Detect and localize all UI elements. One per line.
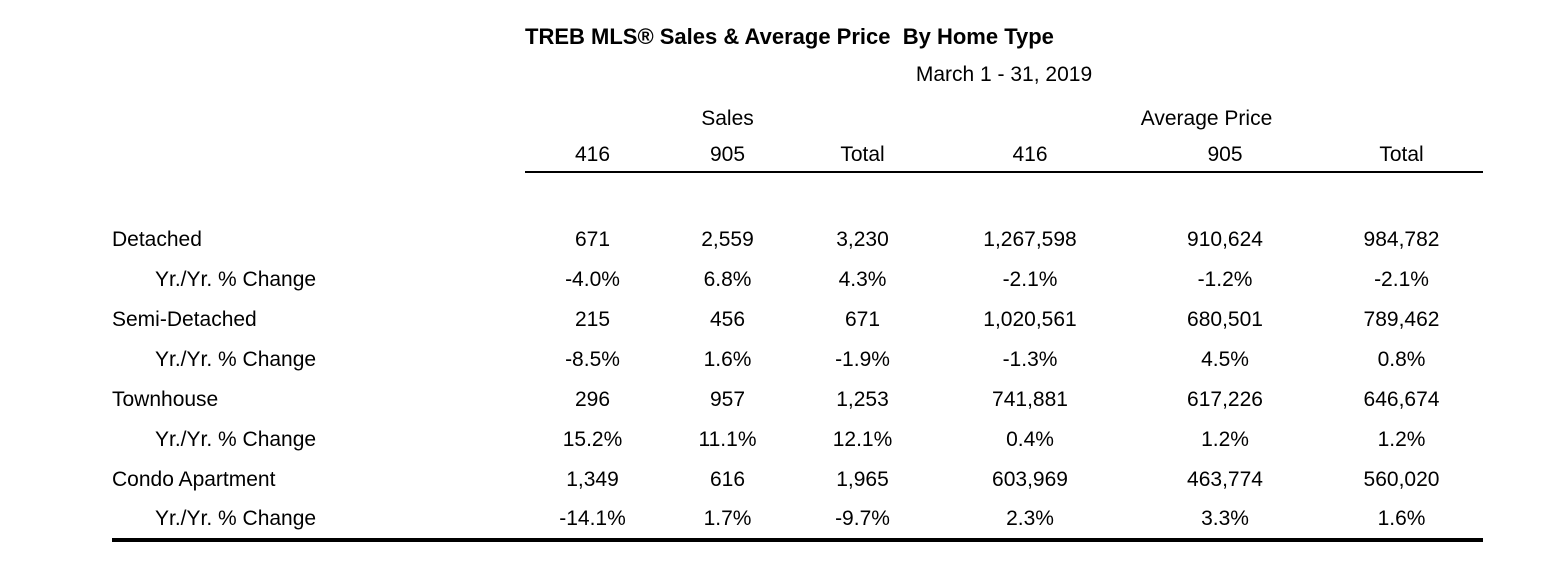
group-header-average-price: Average Price — [1140, 107, 1273, 130]
cell-value: 957 — [709, 388, 746, 411]
cell-value: 603,969 — [992, 468, 1068, 491]
cell-value: 4.3% — [838, 268, 887, 291]
subheader-spacer — [112, 138, 525, 172]
cell-value: 11.1% — [698, 428, 757, 451]
subheader-sales-total: Total — [795, 138, 930, 172]
row-label-yoy-change: Yr./Yr. % Change — [155, 348, 317, 371]
cell-value: 560,020 — [1363, 468, 1440, 491]
cell-value: 12.1% — [832, 428, 893, 451]
group-header-row — [112, 100, 1483, 138]
subheader-sales-416: 416 — [525, 138, 660, 172]
table-row — [112, 260, 1483, 300]
cell-value: 0.8% — [1377, 348, 1426, 371]
cell-value: 671 — [844, 308, 881, 331]
cell-value: -1.9% — [835, 348, 890, 371]
subheader-row — [112, 138, 1483, 172]
page-title: TREB MLS® Sales & Average Price By Home Type — [525, 24, 1054, 49]
cell-value: 0.4% — [1006, 428, 1054, 451]
cell-value: -14.1% — [525, 500, 660, 540]
cell-value: 1,020,561 — [983, 308, 1077, 331]
cell-value: -2.1% — [1002, 268, 1058, 291]
cell-value: -1.3% — [1002, 348, 1058, 371]
row-label-home-type: Semi-Detached — [112, 308, 257, 331]
cell-value: -4.0% — [565, 268, 620, 291]
table-row — [112, 420, 1483, 460]
cell-value: -2.1% — [1374, 268, 1429, 291]
cell-value: 4.5% — [1201, 348, 1249, 371]
cell-value: 984,782 — [1363, 228, 1440, 251]
cell-value: -9.7% — [795, 500, 930, 540]
cell-value: 296 — [574, 388, 611, 411]
cell-value: 215 — [574, 308, 611, 331]
cell-value: 1,267,598 — [983, 228, 1077, 251]
spacer-row — [112, 172, 1483, 220]
cell-value: -1.2% — [1197, 268, 1253, 291]
cell-value: 671 — [574, 228, 611, 251]
table-body — [112, 220, 1483, 540]
group-header-sales: Sales — [701, 107, 754, 130]
cell-value: 3.3% — [1130, 500, 1320, 540]
cell-value: 15.2% — [562, 428, 623, 451]
cell-value: 2.3% — [930, 500, 1130, 540]
cell-value: -8.5% — [565, 348, 620, 371]
subheader-avg-price-416: 416 — [930, 138, 1130, 172]
cell-value: 1.6% — [1320, 500, 1483, 540]
row-label-home-type: Detached — [112, 228, 202, 251]
cell-value: 789,462 — [1363, 308, 1440, 331]
row-label-home-type: Townhouse — [112, 388, 219, 411]
cell-value: 1,349 — [566, 468, 619, 491]
cell-value: 741,881 — [992, 388, 1068, 411]
cell-value: 6.8% — [703, 268, 752, 291]
subheader-avg-price-905: 905 — [1130, 138, 1320, 172]
sales-average-price-table — [112, 100, 1483, 542]
table-row — [112, 220, 1483, 260]
cell-value: 463,774 — [1187, 468, 1263, 491]
cell-value: 1.2% — [1201, 428, 1249, 451]
cell-value: 1.2% — [1377, 428, 1426, 451]
cell-value: 1.7% — [660, 500, 795, 540]
cell-value: 456 — [709, 308, 746, 331]
cell-value: 910,624 — [1187, 228, 1263, 251]
table-row — [112, 500, 1483, 540]
cell-value: 1,965 — [836, 468, 889, 491]
cell-value: 3,230 — [836, 228, 889, 251]
page-subtitle: March 1 - 31, 2019 — [915, 63, 1093, 86]
subheader-avg-price-total: Total — [1320, 138, 1483, 172]
table-row — [112, 380, 1483, 420]
table-row — [112, 340, 1483, 380]
cell-value: 616 — [709, 468, 746, 491]
cell-value: 617,226 — [1187, 388, 1263, 411]
table-row — [112, 460, 1483, 500]
subheader-sales-905: 905 — [660, 138, 795, 172]
cell-value: 646,674 — [1363, 388, 1440, 411]
cell-value: 680,501 — [1187, 308, 1263, 331]
cell-value: 1.6% — [703, 348, 752, 371]
row-label-yoy-change: Yr./Yr. % Change — [155, 268, 317, 291]
row-label-yoy-change: Yr./Yr. % Change — [155, 428, 317, 451]
cell-value: 2,559 — [701, 228, 754, 251]
row-label-yoy-change: Yr./Yr. % Change — [112, 500, 525, 540]
group-header-spacer — [112, 100, 525, 138]
table-row — [112, 300, 1483, 340]
cell-value: 1,253 — [836, 388, 889, 411]
row-label-home-type: Condo Apartment — [112, 468, 276, 491]
